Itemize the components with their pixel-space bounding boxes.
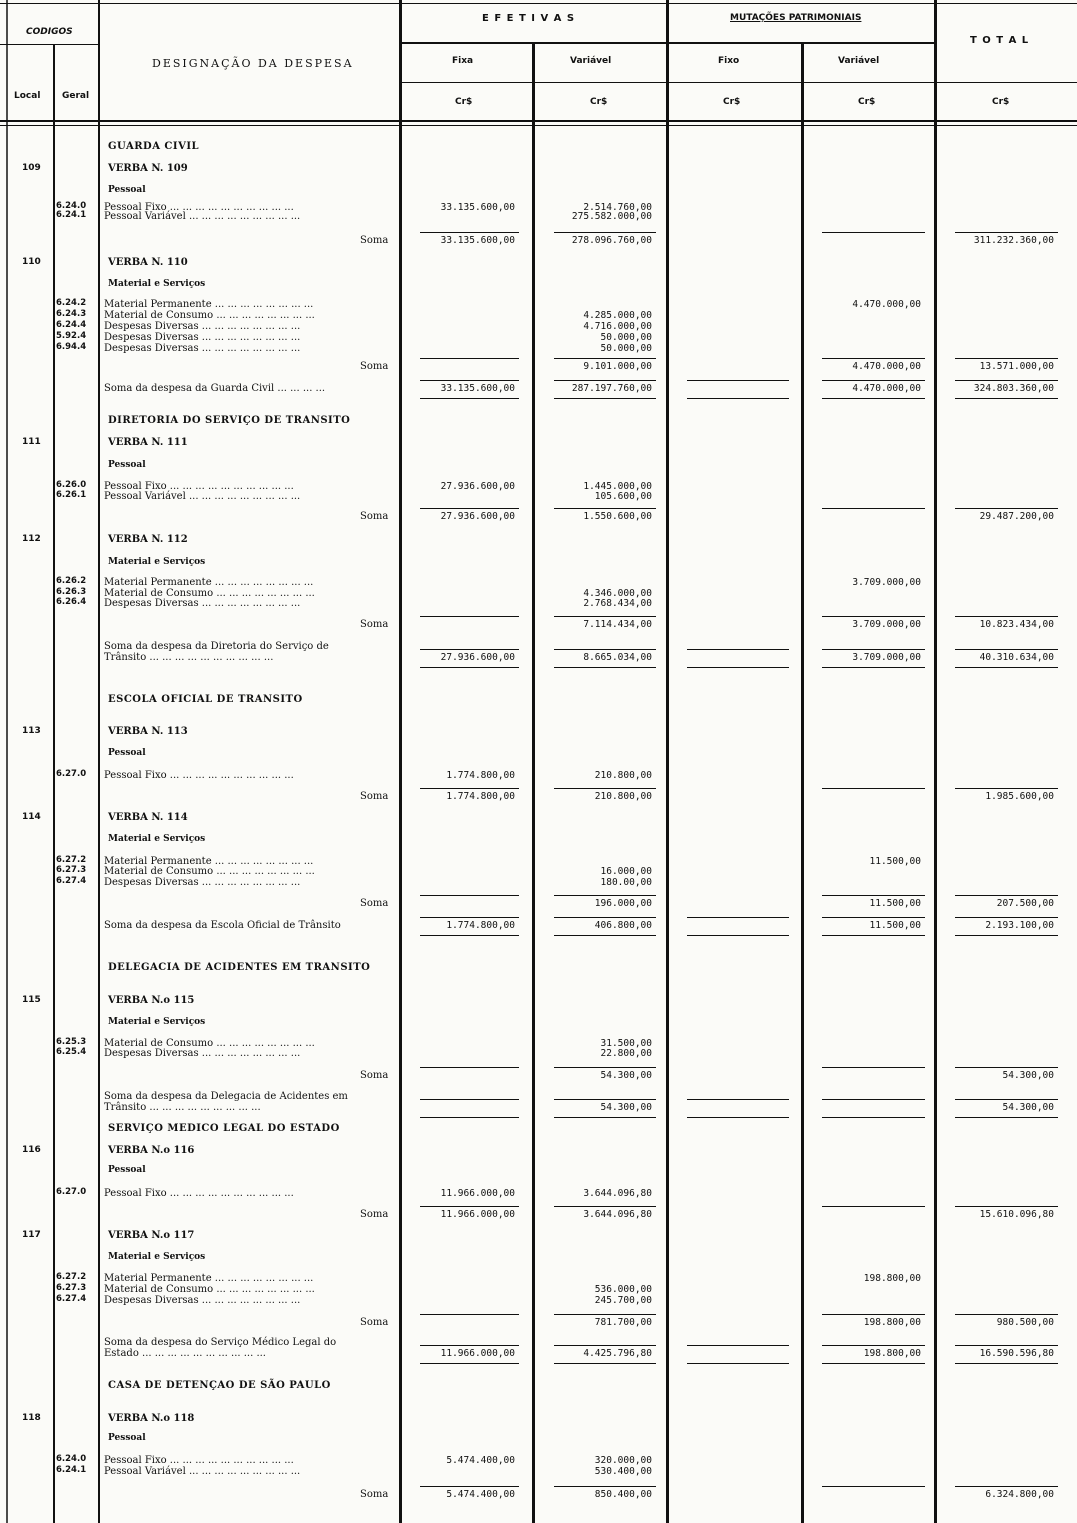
row-item-label: Despesas Diversas ... ... ... ... ... ... ... ... xyxy=(104,332,301,343)
sum-rule-top xyxy=(554,232,656,233)
row-item-label: Despesas Diversas ... ... ... ... ... ... ... ... xyxy=(104,321,301,332)
row-value-c4: 3.709.000,00 xyxy=(852,652,921,663)
sum-rule-top xyxy=(822,508,925,509)
row-value-c2: 196.000,00 xyxy=(594,898,652,909)
row-soma-label: Soma xyxy=(360,1317,389,1328)
row-value-c2: 22.800,00 xyxy=(600,1048,652,1059)
sum-rule-top xyxy=(554,788,656,789)
row-value-c4: 4.470.000,00 xyxy=(852,383,921,394)
row-value-c5: 311.232.360,00 xyxy=(973,235,1054,246)
sum-rule-top xyxy=(822,358,925,359)
sum-rule-bottom xyxy=(554,667,656,668)
row-sub-label: Material e Serviços xyxy=(108,557,206,567)
sum-rule-bottom xyxy=(955,1363,1058,1364)
sum-rule-bottom xyxy=(822,398,925,399)
row-code-geral: 6.26.3 xyxy=(56,587,87,597)
row-value-c5: 16.590.596,80 xyxy=(979,1348,1054,1359)
row-value-c1: 11.966.000,00 xyxy=(440,1188,515,1199)
row-value-c2: 2.514.760,00 xyxy=(583,202,652,213)
row-total2-label: Soma da despesa do Serviço Médico Legal do xyxy=(104,1337,337,1348)
sum-rule-bottom xyxy=(822,935,925,936)
sum-rule-bottom xyxy=(955,667,1058,668)
sum-rule-top xyxy=(420,1099,519,1100)
sum-rule-top xyxy=(554,917,656,918)
header-variavel-mutacoes: Variável xyxy=(838,56,880,66)
sum-rule-top xyxy=(554,508,656,509)
sum-rule-top xyxy=(420,1345,519,1346)
sum-rule-bottom xyxy=(687,935,789,936)
sum-rule-top xyxy=(554,1206,656,1207)
row-value-c1: 1.774.800,00 xyxy=(446,791,515,802)
row-value-c2: 287.197.760,00 xyxy=(571,383,652,394)
sum-rule-top xyxy=(955,917,1058,918)
sum-rule-top xyxy=(687,1099,789,1100)
row-item-label: Despesas Diversas ... ... ... ... ... ... ... ... xyxy=(104,1048,301,1059)
row-value-c2: 210.800,00 xyxy=(594,791,652,802)
row-value-c1: 5.474.400,00 xyxy=(446,1489,515,1500)
sum-rule-top xyxy=(420,917,519,918)
row-item-label: Pessoal Fixo ... ... ... ... ... ... ... ... ... ... xyxy=(104,770,294,781)
row-code-geral: 6.25.3 xyxy=(56,1037,87,1047)
row-value-c5: 10.823.434,00 xyxy=(979,619,1054,630)
row-sub-label: Pessoal xyxy=(108,1165,146,1175)
row-item-label: Pessoal Fixo ... ... ... ... ... ... ... ... ... ... xyxy=(104,202,294,213)
row-soma-label: Soma xyxy=(360,1209,389,1220)
row-value-c2: 31.500,00 xyxy=(600,1038,652,1049)
sum-rule-bottom xyxy=(554,935,656,936)
row-code-local: 112 xyxy=(22,534,41,544)
row-value-c4: 11.500,00 xyxy=(869,856,921,867)
row-verba-label: VERBA N. 110 xyxy=(108,257,188,268)
sum-rule-bottom xyxy=(420,1117,519,1118)
sum-rule-top xyxy=(554,380,656,381)
row-sect-label: DELEGACIA DE ACIDENTES EM TRANSITO xyxy=(108,962,371,973)
row-value-c4: 4.470.000,00 xyxy=(852,361,921,372)
row-soma-label: Soma xyxy=(360,898,389,909)
row-item-label: Despesas Diversas ... ... ... ... ... ... ... ... xyxy=(104,1295,301,1306)
row-total-label: Soma da despesa da Guarda Civil ... ... ... ... xyxy=(104,383,326,394)
row-sect-label: SERVIÇO MEDICO LEGAL DO ESTADO xyxy=(108,1123,340,1134)
row-value-c2: 1.445.000,00 xyxy=(583,481,652,492)
row-code-local: 110 xyxy=(22,257,41,267)
row-code-local: 117 xyxy=(22,1230,41,1240)
row-code-geral: 6.24.0 xyxy=(56,1454,87,1464)
row-value-c2: 536.000,00 xyxy=(594,1284,652,1295)
row-value-c2: 180.00,00 xyxy=(600,877,652,888)
row-code-local: 115 xyxy=(22,995,41,1005)
row-code-geral: 6.94.4 xyxy=(56,342,87,352)
row-verba-label: VERBA N.o 117 xyxy=(108,1230,195,1241)
sum-rule-top xyxy=(955,616,1058,617)
sum-rule-bottom xyxy=(554,1117,656,1118)
row-item-label: Material Permanente ... ... ... ... ... ... ... ... xyxy=(104,856,314,867)
row-code-geral: 6.27.4 xyxy=(56,1294,87,1304)
row-value-c1: 33.135.600,00 xyxy=(440,202,515,213)
row-value-c2: 275.582.000,00 xyxy=(571,211,652,222)
sum-rule-top xyxy=(955,1206,1058,1207)
row-value-c1: 1.774.800,00 xyxy=(446,770,515,781)
row-item-label: Pessoal Fixo ... ... ... ... ... ... ... ... ... ... xyxy=(104,1188,294,1199)
sum-rule-top xyxy=(955,232,1058,233)
row-code-geral: 6.24.1 xyxy=(56,1465,87,1475)
sum-rule-top xyxy=(420,1067,519,1068)
row-code-local: 113 xyxy=(22,726,41,736)
row-value-c1: 1.774.800,00 xyxy=(446,920,515,931)
row-item-label: Pessoal Variável ... ... ... ... ... ... ... ... ... xyxy=(104,491,301,502)
sum-rule-top xyxy=(420,508,519,509)
row-value-c5: 54.300,00 xyxy=(1002,1070,1054,1081)
sum-rule-bottom xyxy=(420,1363,519,1364)
header-local: Local xyxy=(14,91,41,101)
header-variavel: Variável xyxy=(570,56,612,66)
row-soma-label: Soma xyxy=(360,1070,389,1081)
row-value-c2: 50.000,00 xyxy=(600,332,652,343)
row-total2-label: Soma da despesa da Delegacia de Acidentes em xyxy=(104,1091,348,1102)
sum-rule-top xyxy=(554,1067,656,1068)
row-sub-label: Pessoal xyxy=(108,185,146,195)
col-line-fixo-variavel xyxy=(801,44,804,1523)
header-currency-variavel: Cr$ xyxy=(590,97,608,107)
row-value-c2: 320.000,00 xyxy=(594,1455,652,1466)
row-soma-label: Soma xyxy=(360,235,389,246)
sum-rule-bottom xyxy=(687,667,789,668)
row-value-c4: 198.800,00 xyxy=(863,1348,921,1359)
row-value-c2: 54.300,00 xyxy=(600,1070,652,1081)
sum-rule-top xyxy=(420,616,519,617)
header-line-bottom xyxy=(0,120,1077,122)
row-sub-label: Pessoal xyxy=(108,748,146,758)
sum-rule-top xyxy=(822,1067,925,1068)
row-item-label: Material Permanente ... ... ... ... ... ... ... ... xyxy=(104,577,314,588)
row-item-label: Material de Consumo ... ... ... ... ... ... ... ... xyxy=(104,1038,315,1049)
sum-rule-top xyxy=(554,649,656,650)
sum-rule-bottom xyxy=(687,398,789,399)
sum-rule-top xyxy=(955,380,1058,381)
row-value-c5: 980.500,00 xyxy=(996,1317,1054,1328)
sum-rule-top xyxy=(822,917,925,918)
row-item-label: Material Permanente ... ... ... ... ... ... ... ... xyxy=(104,299,314,310)
row-value-c1: 11.966.000,00 xyxy=(440,1348,515,1359)
row-value-c2: 54.300,00 xyxy=(600,1102,652,1113)
row-value-c1: 27.936.600,00 xyxy=(440,511,515,522)
row-soma-label: Soma xyxy=(360,791,389,802)
row-total2-label: Soma da despesa da Diretoria do Serviço de xyxy=(104,641,329,652)
col-line-local-geral xyxy=(53,44,55,1523)
row-code-geral: 6.24.1 xyxy=(56,210,87,220)
header-fixa: Fixa xyxy=(452,56,474,66)
row-code-geral: 6.27.0 xyxy=(56,1187,87,1197)
sum-rule-top xyxy=(687,649,789,650)
row-value-c5: 13.571.000,00 xyxy=(979,361,1054,372)
row-value-c5: 15.610.096,80 xyxy=(979,1209,1054,1220)
sum-rule-top xyxy=(955,358,1058,359)
row-value-c2: 278.096.760,00 xyxy=(571,235,652,246)
row-value-c5: 1.985.600,00 xyxy=(985,791,1054,802)
row-item-label: Material de Consumo ... ... ... ... ... ... ... ... xyxy=(104,310,315,321)
row-code-geral: 6.26.2 xyxy=(56,576,87,586)
row-verba-label: VERBA N. 113 xyxy=(108,726,188,737)
row-value-c2: 4.716.000,00 xyxy=(583,321,652,332)
row-sub-label: Pessoal xyxy=(108,1433,146,1443)
sum-rule-top xyxy=(955,649,1058,650)
row-code-geral: 6.26.0 xyxy=(56,480,87,490)
sum-rule-top xyxy=(955,1314,1058,1315)
row-code-geral: 6.26.4 xyxy=(56,597,87,607)
header-fixo: Fixo xyxy=(718,56,740,66)
row-sect-label: DIRETORIA DO SERVIÇO DE TRANSITO xyxy=(108,415,351,426)
sum-rule-top xyxy=(420,1314,519,1315)
col-line-desc-fixa xyxy=(399,0,402,1523)
sum-rule-bottom xyxy=(554,1363,656,1364)
sum-rule-bottom xyxy=(554,398,656,399)
row-sub-label: Material e Serviços xyxy=(108,1252,206,1262)
sum-rule-top xyxy=(420,895,519,896)
sum-rule-top xyxy=(822,649,925,650)
header-currency-fixo: Cr$ xyxy=(723,97,741,107)
col-line-left-edge xyxy=(6,0,8,1523)
sum-rule-top xyxy=(420,232,519,233)
sum-rule-top xyxy=(955,1345,1058,1346)
row-code-local: 114 xyxy=(22,812,41,822)
row-sub-label: Material e Serviços xyxy=(108,1017,206,1027)
sum-rule-bottom xyxy=(822,1363,925,1364)
row-soma-label: Soma xyxy=(360,1489,389,1500)
row-code-geral: 6.27.2 xyxy=(56,855,87,865)
sum-rule-bottom xyxy=(420,935,519,936)
row-value-c2: 9.101.000,00 xyxy=(583,361,652,372)
row-value-c1: 11.966.000,00 xyxy=(440,1209,515,1220)
row-total-label: Soma da despesa da Escola Oficial de Trânsito xyxy=(104,920,341,931)
row-value-c4: 198.800,00 xyxy=(863,1317,921,1328)
row-sub-label: Material e Serviços xyxy=(108,834,206,844)
row-value-c2: 245.700,00 xyxy=(594,1295,652,1306)
row-value-c2: 16.000,00 xyxy=(600,866,652,877)
row-soma-label: Soma xyxy=(360,619,389,630)
row-verba-label: VERBA N.o 115 xyxy=(108,995,195,1006)
row-soma-label: Soma xyxy=(360,361,389,372)
row-value-c1: 27.936.600,00 xyxy=(440,481,515,492)
row-code-local: 109 xyxy=(22,163,41,173)
sum-rule-bottom xyxy=(955,935,1058,936)
col-line-mutacoes-total xyxy=(934,0,937,1523)
sum-rule-bottom xyxy=(420,667,519,668)
col-line-fixa-variavel xyxy=(532,44,535,1523)
row-code-geral: 6.24.4 xyxy=(56,320,87,330)
row-item-label: Pessoal Variável ... ... ... ... ... ... ... ... ... xyxy=(104,211,301,222)
row-sub-label: Material e Serviços xyxy=(108,279,206,289)
sum-rule-bottom xyxy=(822,1117,925,1118)
row-item-label: Material Permanente ... ... ... ... ... ... ... ... xyxy=(104,1273,314,1284)
sum-rule-top xyxy=(554,1486,656,1487)
row-value-c2: 4.346.000,00 xyxy=(583,588,652,599)
sum-rule-top xyxy=(955,508,1058,509)
row-value-c5: 6.324.800,00 xyxy=(985,1489,1054,1500)
sum-rule-top xyxy=(687,380,789,381)
col-line-efetivas-mutacoes xyxy=(666,0,669,1523)
sum-rule-top xyxy=(955,895,1058,896)
row-item-label: Pessoal Fixo ... ... ... ... ... ... ... ... ... ... xyxy=(104,481,294,492)
row-value-c2: 2.768.434,00 xyxy=(583,598,652,609)
row-value-c2: 3.644.096,80 xyxy=(583,1188,652,1199)
row-code-geral: 6.27.2 xyxy=(56,1272,87,1282)
sum-rule-top xyxy=(687,1345,789,1346)
sum-rule-top xyxy=(955,1067,1058,1068)
header-mutacoes: MUTAÇÕES PATRIMONIAIS xyxy=(730,13,862,23)
header-line-efetivas xyxy=(400,42,936,44)
row-code-local: 116 xyxy=(22,1145,41,1155)
row-code-geral: 5.92.4 xyxy=(56,331,87,341)
row-code-geral: 6.27.0 xyxy=(56,769,87,779)
row-value-c5: 324.803.360,00 xyxy=(973,383,1054,394)
sum-rule-top xyxy=(822,380,925,381)
row-value-c4: 4.470.000,00 xyxy=(852,299,921,310)
sum-rule-top xyxy=(554,1345,656,1346)
sum-rule-top xyxy=(554,616,656,617)
sum-rule-bottom xyxy=(420,398,519,399)
sum-rule-top xyxy=(822,1206,925,1207)
sum-rule-top xyxy=(554,358,656,359)
header-codigos: CODIGOS xyxy=(26,27,73,37)
header-geral: Geral xyxy=(62,91,90,101)
row-value-c5: 29.487.200,00 xyxy=(979,511,1054,522)
row-soma-label: Soma xyxy=(360,511,389,522)
header-currency-fixa: Cr$ xyxy=(455,97,473,107)
row-code-local: 118 xyxy=(22,1413,41,1423)
row-code-geral: 6.27.3 xyxy=(56,1283,87,1293)
sum-rule-bottom xyxy=(955,398,1058,399)
header-designacao: DESIGNAÇÃO DA DESPESA xyxy=(152,57,354,70)
sum-rule-top xyxy=(420,788,519,789)
row-value-c2: 8.665.034,00 xyxy=(583,652,652,663)
sum-rule-top xyxy=(420,649,519,650)
row-value-c1: 5.474.400,00 xyxy=(446,1455,515,1466)
sum-rule-top xyxy=(822,1345,925,1346)
row-value-c1: 33.135.600,00 xyxy=(440,235,515,246)
row-code-geral: 6.24.2 xyxy=(56,298,87,308)
row-code-local: 111 xyxy=(22,437,41,447)
row-value-c1: 27.936.600,00 xyxy=(440,652,515,663)
row-code-geral: 6.25.4 xyxy=(56,1047,87,1057)
sum-rule-top xyxy=(822,232,925,233)
row-verba-label: VERBA N. 109 xyxy=(108,163,188,174)
row-value-c2: 50.000,00 xyxy=(600,343,652,354)
row-verba-label: VERBA N. 114 xyxy=(108,812,188,823)
sum-rule-top xyxy=(822,895,925,896)
row-value-c2: 4.425.796,80 xyxy=(583,1348,652,1359)
row-value-c2: 4.285.000,00 xyxy=(583,310,652,321)
sum-rule-top xyxy=(554,1314,656,1315)
row-value-c5: 2.193.100,00 xyxy=(985,920,1054,931)
header-currency-variavel-mutacoes: Cr$ xyxy=(858,97,876,107)
sum-rule-top xyxy=(554,895,656,896)
row-value-c2: 781.700,00 xyxy=(594,1317,652,1328)
row-value-c2: 1.550.600,00 xyxy=(583,511,652,522)
header-line-top xyxy=(0,3,1077,4)
row-verba-label: VERBA N. 112 xyxy=(108,534,188,545)
row-value-c4: 11.500,00 xyxy=(869,898,921,909)
sum-rule-bottom xyxy=(822,667,925,668)
header-efetivas: E F E T I V A S xyxy=(482,13,576,24)
row-verba-label: VERBA N.o 118 xyxy=(108,1413,195,1424)
row-code-geral: 6.24.0 xyxy=(56,201,87,211)
row-total-label-line2: Estado ... ... ... ... ... ... ... ... ... ... xyxy=(104,1348,266,1359)
row-sub-label: Pessoal xyxy=(108,460,146,470)
row-total-label-line2: Trânsito ... ... ... ... ... ... ... ... ... xyxy=(104,1102,261,1113)
col-line-geral-desc xyxy=(98,0,100,1523)
row-item-label: Despesas Diversas ... ... ... ... ... ... ... ... xyxy=(104,598,301,609)
row-value-c5: 40.310.634,00 xyxy=(979,652,1054,663)
sum-rule-top xyxy=(822,616,925,617)
header-line-sub xyxy=(0,44,100,45)
sum-rule-bottom xyxy=(687,1363,789,1364)
sum-rule-top xyxy=(420,1206,519,1207)
row-value-c2: 210.800,00 xyxy=(594,770,652,781)
sum-rule-top xyxy=(420,380,519,381)
row-sect-label: GUARDA CIVIL xyxy=(108,141,200,152)
sum-rule-bottom xyxy=(955,1117,1058,1118)
row-value-c5: 207.500,00 xyxy=(996,898,1054,909)
header-line-bottom-2 xyxy=(0,125,1077,126)
row-code-geral: 6.26.1 xyxy=(56,490,87,500)
row-item-label: Material de Consumo ... ... ... ... ... ... ... ... xyxy=(104,866,315,877)
row-item-label: Despesas Diversas ... ... ... ... ... ... ... ... xyxy=(104,343,301,354)
row-total-label-line2: Trânsito ... ... ... ... ... ... ... ... ... ... xyxy=(104,652,274,663)
sum-rule-top xyxy=(955,1486,1058,1487)
sum-rule-top xyxy=(955,1099,1058,1100)
row-value-c2: 3.644.096,80 xyxy=(583,1209,652,1220)
sum-rule-top xyxy=(955,788,1058,789)
sum-rule-top xyxy=(687,917,789,918)
header-line-currency xyxy=(400,82,1077,83)
sum-rule-top xyxy=(822,1314,925,1315)
row-value-c2: 406.800,00 xyxy=(594,920,652,931)
row-item-label: Despesas Diversas ... ... ... ... ... ... ... ... xyxy=(104,877,301,888)
row-value-c4: 11.500,00 xyxy=(869,920,921,931)
row-value-c2: 850.400,00 xyxy=(594,1489,652,1500)
sum-rule-top xyxy=(822,1099,925,1100)
sum-rule-top xyxy=(420,1486,519,1487)
row-value-c4: 3.709.000,00 xyxy=(852,619,921,630)
row-item-label: Material de Consumo ... ... ... ... ... ... ... ... xyxy=(104,588,315,599)
row-verba-label: VERBA N. 111 xyxy=(108,437,188,448)
sum-rule-bottom xyxy=(687,1117,789,1118)
row-sect-label: CASA DE DETENÇAO DE SÃO PAULO xyxy=(108,1380,331,1391)
row-value-c4: 198.800,00 xyxy=(863,1273,921,1284)
sum-rule-top xyxy=(554,1099,656,1100)
row-code-geral: 6.27.3 xyxy=(56,865,87,875)
row-value-c5: 54.300,00 xyxy=(1002,1102,1054,1113)
sum-rule-top xyxy=(822,1486,925,1487)
row-value-c2: 530.400,00 xyxy=(594,1466,652,1477)
row-item-label: Pessoal Fixo ... ... ... ... ... ... ... ... ... ... xyxy=(104,1455,294,1466)
row-value-c1: 33.135.600,00 xyxy=(440,383,515,394)
row-verba-label: VERBA N.o 116 xyxy=(108,1145,195,1156)
row-item-label: Material de Consumo ... ... ... ... ... ... ... ... xyxy=(104,1284,315,1295)
row-sect-label: ESCOLA OFICIAL DE TRANSITO xyxy=(108,694,303,705)
row-value-c4: 3.709.000,00 xyxy=(852,577,921,588)
sum-rule-top xyxy=(822,788,925,789)
header-total: T O T A L xyxy=(970,35,1030,46)
row-item-label: Pessoal Variável ... ... ... ... ... ... ... ... ... xyxy=(104,1466,301,1477)
row-code-geral: 6.24.3 xyxy=(56,309,87,319)
row-value-c2: 7.114.434,00 xyxy=(583,619,652,630)
row-value-c2: 105.600,00 xyxy=(594,491,652,502)
header-currency-total: Cr$ xyxy=(992,97,1010,107)
sum-rule-top xyxy=(420,358,519,359)
row-code-geral: 6.27.4 xyxy=(56,876,87,886)
